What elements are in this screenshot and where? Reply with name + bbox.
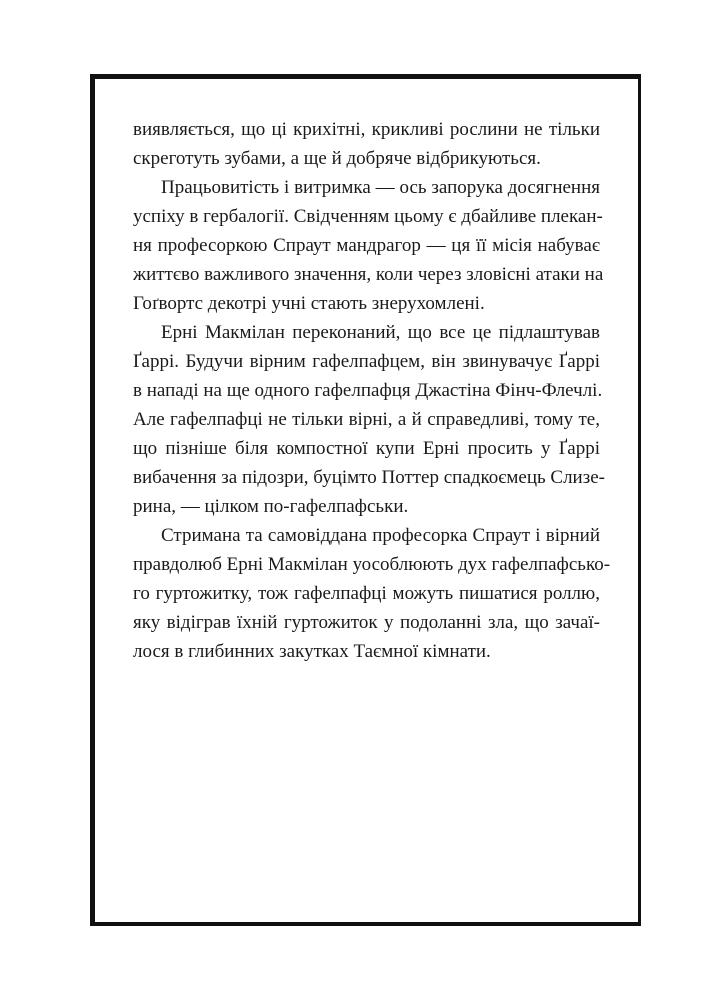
text-line: Стримана та самовіддана професорка Спраут і вірний: [161, 525, 600, 546]
text-line: Ерні Макмілан переконаний, що все це підлаштував: [161, 322, 600, 343]
text-line: виявляється, що ці крихітні, крикливі рослини не тільки: [133, 119, 600, 140]
paragraph-1: [133, 115, 600, 173]
text-line: вибачення за підозри, буцімто Поттер спадкоємець Слизе-: [133, 467, 605, 488]
text-line: правдолюб Ерні Макмілан уособлюють дух гафелпафсько-: [133, 554, 611, 575]
text-line: що пізніше біля компостної купи Ерні просить у Ґаррі: [133, 438, 600, 459]
page-frame: [90, 74, 641, 926]
paragraph-4: [133, 521, 611, 666]
text-line: рина, — цілком по-гафелпафськи.: [133, 496, 409, 517]
text-line: скреготуть зубами, а ще й добряче відбрикуються.: [133, 148, 541, 169]
text-line: успіху в гербалогії. Свідченням цьому є дбайливе плекан-: [133, 206, 603, 227]
text-line: в нападі на ще одного гафелпафця Джастіна Фінч-Флечлі.: [133, 380, 603, 401]
body-text: [133, 115, 611, 666]
paragraph-2: [133, 173, 604, 318]
text-line: яку відіграв їхній гуртожиток у подоланні зла, що зачаї-: [133, 612, 600, 633]
text-line: ня професоркою Спраут мандрагор — ця її місія набуває: [133, 235, 600, 256]
text-line: го гуртожитку, тож гафелпафці можуть пишатися роллю,: [133, 583, 600, 604]
text-line: Працьовитість і витримка — ось запорука досягнення: [161, 177, 600, 198]
paragraph-3: [133, 318, 605, 521]
text-line: Гоґвортс декотрі учні стають знерухомлені.: [133, 293, 485, 314]
text-line: лося в глибинних закутках Таємної кімнати.: [133, 641, 491, 662]
text-line: Але гафелпафці не тільки вірні, а й справедливі, тому те,: [133, 409, 600, 430]
text-line: Ґаррі. Будучи вірним гафелпафцем, він звинувачує Ґаррі: [133, 351, 600, 372]
text-line: життєво важливого значення, коли через зловісні атаки на: [133, 264, 604, 285]
